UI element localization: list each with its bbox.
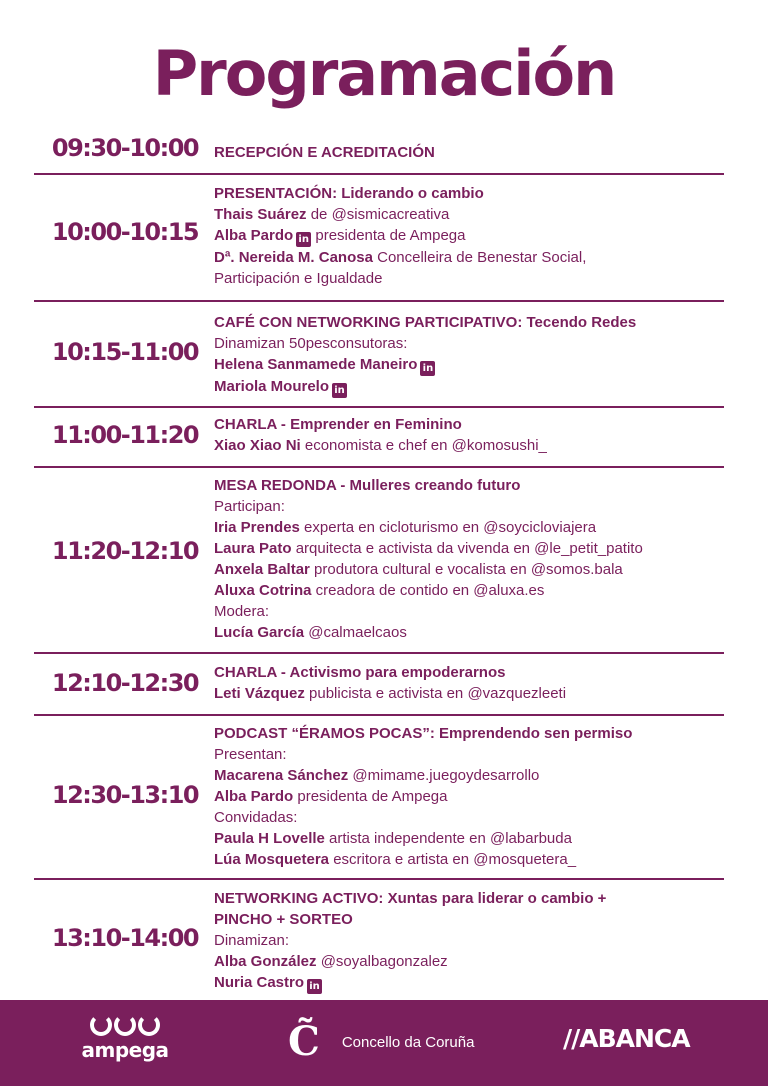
speaker-name: Alba Pardo [214,227,294,244]
speaker-description: escritora e artista en @mosquetera_ [329,851,577,868]
session-line [214,354,724,376]
speaker-name: Lúa Mosquetera [214,851,330,868]
session-line [214,622,724,643]
speaker-name: Paula H Lovelle [214,830,325,847]
session-line [214,247,724,268]
session-time: 11:20-12:10 [51,537,199,565]
session-time: 09:30-10:00 [51,134,199,162]
session-details [214,662,724,704]
session-line [214,807,724,828]
speaker-name: Dª. Nereida M. Canosa [214,249,373,266]
row-divider [34,652,724,654]
speaker-description: @soyalbagonzalez [316,953,448,970]
session-title [214,183,724,204]
speaker-description: Participan: [214,498,285,515]
speaker-name: Aluxa Cotrina [214,582,312,599]
speaker-name: CHARLA - Emprender en Feminino [214,416,462,433]
speaker-description: de @sismicacreativa [306,206,450,223]
speaker-description: Concelleira de Benestar Social, [372,249,587,266]
speaker-description: Modera: [214,603,270,620]
session-line [214,333,724,354]
session-line [214,268,724,289]
speaker-description: @calmaelcaos [304,624,407,641]
linkedin-icon[interactable]: in [420,361,435,376]
linkedin-icon[interactable]: in [332,383,347,398]
speaker-name: MESA REDONDA - Mulleres creando futuro [214,477,521,494]
session-line [214,951,724,972]
session-line [214,972,724,994]
row-divider [34,173,724,175]
session-time: 12:30-13:10 [51,781,199,809]
row-divider [34,300,724,302]
session-line [214,376,724,398]
session-details [214,888,724,994]
session-details [214,723,724,870]
session-line [214,828,724,849]
session-line [214,765,724,786]
session-details [214,414,724,456]
concello-logo [288,1018,475,1065]
speaker-name: RECEPCIÓN E ACREDITACIÓN [214,144,435,161]
session-title [214,723,724,744]
session-title [214,662,724,683]
speaker-description: presidenta de Ampega [293,788,448,805]
session-line [214,559,724,580]
speaker-description: experta en cicloturismo en @soycicloviajera [299,519,597,536]
speaker-description: arquitecta e activista da vivenda en @le_petit_patito [291,540,643,557]
row-divider [34,878,724,880]
speaker-name: Helena Sanmamede Maneiro [214,356,418,373]
session-details [214,142,724,163]
session-details [214,475,724,643]
session-line [214,786,724,807]
speaker-name: Xiao Xiao Ni [214,437,301,454]
speaker-name: Thais Suárez [214,206,307,223]
sponsor-footer [0,1000,768,1086]
speaker-description: economista e chef en @komosushi_ [300,437,547,454]
speaker-name: Alba Pardo [214,788,294,805]
session-details [214,312,724,398]
concello-c-icon: C̃ [288,1018,320,1065]
speaker-description: Presentan: [214,746,287,763]
speaker-description: Convidadas: [214,809,298,826]
session-details [214,183,724,289]
session-line [214,538,724,559]
session-line [214,683,724,704]
session-time: 10:00-10:15 [51,218,199,246]
linkedin-icon[interactable]: in [307,979,322,994]
speaker-name: NETWORKING ACTIVO: Xuntas para liderar o cambio + [214,890,607,907]
ampega-logo [80,1014,170,1074]
row-divider [34,466,724,468]
session-line [214,601,724,622]
speaker-description: presidenta de Ampega [311,227,466,244]
session-line [214,225,724,247]
speaker-description: artista independente en @labarbuda [324,830,572,847]
session-line [214,435,724,456]
session-line [214,517,724,538]
speaker-description: Dinamizan 50pesconsutoras: [214,335,408,352]
speaker-description: Dinamizan: [214,932,290,949]
speaker-description: produtora cultural e vocalista en @somos.bala [309,561,623,578]
speaker-description: Participación e Igualdade [214,270,383,287]
speaker-name: Mariola Mourelo [214,378,330,395]
speaker-name: PINCHO + SORTEO [214,911,353,928]
linkedin-icon[interactable]: in [296,232,311,247]
session-title [214,142,724,163]
speaker-name: Laura Pato [214,540,292,557]
speaker-name: Macarena Sánchez [214,767,349,784]
concello-logo-text: Concello da Coruña [341,1033,475,1051]
session-line [214,909,724,930]
session-line [214,580,724,601]
speaker-name: Leti Vázquez [214,685,305,702]
session-title [214,312,724,333]
session-line [214,204,724,225]
row-divider [34,714,724,716]
session-line [214,849,724,870]
speaker-description: @mimame.juegoydesarrollo [348,767,540,784]
speaker-name: Alba González [214,953,317,970]
session-time: 12:10-12:30 [51,669,199,697]
speaker-name: PODCAST “ÉRAMOS POCAS”: Emprendendo sen permiso [214,725,633,742]
session-line [214,744,724,765]
speaker-name: Anxela Baltar [214,561,310,578]
row-divider [34,406,724,408]
session-title [214,475,724,496]
session-line [214,930,724,951]
speaker-name: CAFÉ CON NETWORKING PARTICIPATIVO: Tecendo Redes [214,314,637,331]
ampega-logo-text: ampega [81,1038,169,1062]
session-line [214,496,724,517]
speaker-description: publicista e activista en @vazquezleeti [304,685,567,702]
session-time: 11:00-11:20 [51,421,199,449]
session-time: 10:15-11:00 [51,338,199,366]
abanca-logo: //ABANCA [563,1024,690,1053]
session-time: 13:10-14:00 [51,924,199,952]
session-title [214,414,724,435]
speaker-name: CHARLA - Activismo para empoderarnos [214,664,506,681]
speaker-description: creadora de contido en @aluxa.es [311,582,545,599]
speaker-name: PRESENTACIÓN: Liderando o cambio [214,185,484,202]
page-title: Programación [152,37,616,110]
speaker-name: Nuria Castro [214,974,305,991]
session-title [214,888,724,909]
ampega-logo-mark [80,1014,170,1036]
speaker-name: Lucía García [214,624,305,641]
speaker-name: Iria Prendes [214,519,300,536]
